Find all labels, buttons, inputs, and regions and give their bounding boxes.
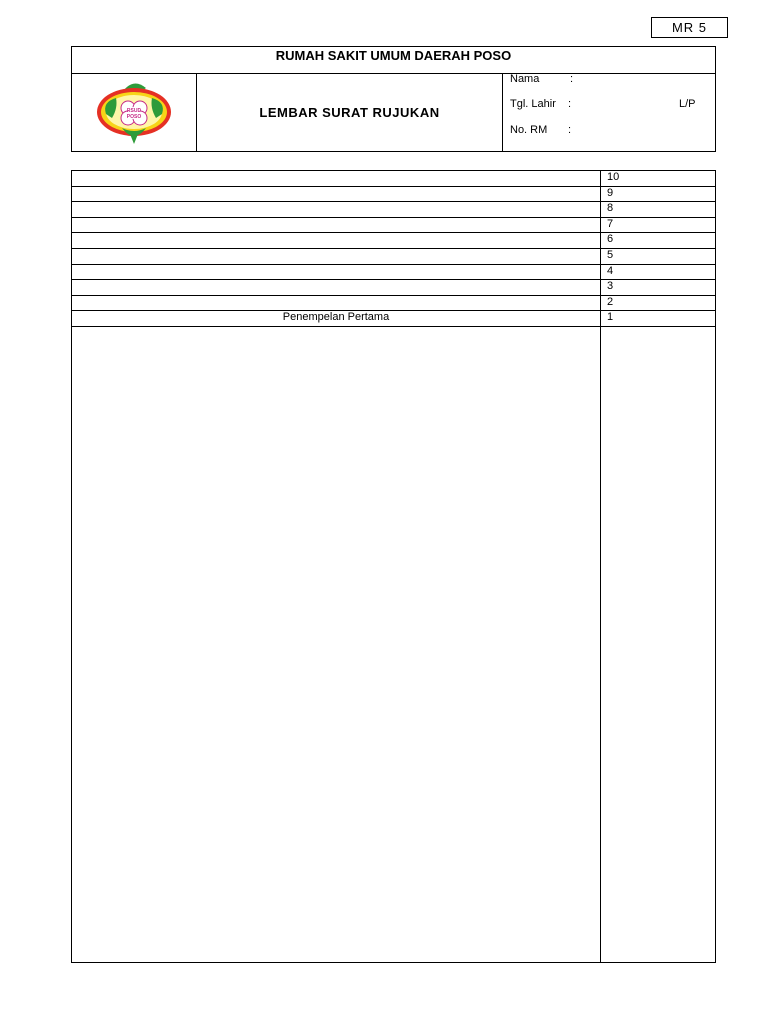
logo-cell bbox=[72, 74, 197, 151]
table-row bbox=[72, 296, 715, 312]
dob-label: Tgl. Lahir bbox=[510, 98, 556, 110]
row-number: 8 bbox=[607, 202, 614, 215]
row-number: 2 bbox=[607, 295, 614, 308]
hospital-logo bbox=[72, 74, 197, 151]
table-row bbox=[72, 202, 715, 218]
table-row bbox=[72, 233, 715, 249]
form-header bbox=[71, 46, 716, 152]
row-number: 7 bbox=[607, 217, 614, 230]
rm-label: No. RM bbox=[510, 124, 548, 136]
row-number: 5 bbox=[607, 249, 614, 261]
row-number: 4 bbox=[607, 264, 614, 277]
row-number: 9 bbox=[607, 186, 614, 199]
table-row bbox=[72, 187, 715, 203]
name-label: Nama bbox=[510, 73, 540, 85]
form-title: LEMBAR SURAT RUJUKAN bbox=[197, 74, 503, 151]
svg-text:POSO: POSO bbox=[126, 114, 142, 120]
rm-colon: : bbox=[568, 124, 572, 136]
form-code-box: MR 5 bbox=[651, 17, 728, 38]
gender-label: L/P bbox=[679, 98, 696, 110]
table-row bbox=[72, 218, 715, 234]
row-number: 10 bbox=[607, 171, 620, 183]
row-label-first-attachment: Penempelan Pertama bbox=[282, 311, 390, 324]
hospital-name: RUMAH SAKIT UMUM DAERAH POSO bbox=[72, 47, 715, 74]
dob-colon: : bbox=[568, 98, 572, 110]
svg-text:RSUD: RSUD bbox=[126, 108, 142, 114]
attachment-table bbox=[71, 170, 716, 963]
table-row bbox=[72, 171, 715, 187]
table-row bbox=[72, 311, 715, 327]
attachment-area bbox=[72, 327, 600, 962]
table-row bbox=[72, 249, 715, 265]
row-number: 1 bbox=[607, 311, 614, 324]
name-colon: : bbox=[570, 73, 574, 85]
table-row bbox=[72, 280, 715, 296]
row-number: 3 bbox=[607, 280, 614, 293]
table-row bbox=[72, 265, 715, 281]
patient-info bbox=[503, 74, 715, 151]
row-number: 6 bbox=[607, 233, 614, 246]
